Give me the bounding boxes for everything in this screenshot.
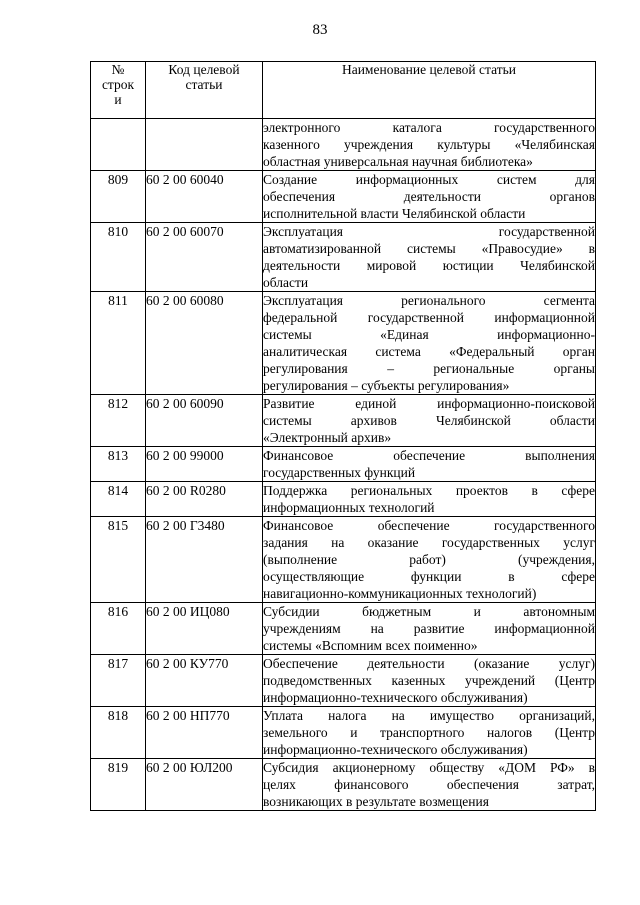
target-name-line: Создание информационных систем для: [263, 172, 595, 187]
target-name-line: Поддержка региональных проектов в сфере: [263, 483, 595, 498]
target-name-line: деятельности мировой юстиции Челябинской: [263, 258, 595, 273]
target-name-line: системы «Вспомним всех поименно»: [263, 638, 478, 653]
table-row: [91, 395, 596, 447]
target-name-line: Субсидии бюджетным и автономным: [263, 604, 595, 619]
target-name-line: задания на оказание государственных услуг: [263, 535, 595, 550]
target-items-table: [90, 61, 596, 811]
target-name-line: осуществляющие функции в сфере: [263, 569, 595, 584]
row-number: 813: [91, 447, 146, 482]
table-header-row: [91, 62, 596, 119]
target-code: 60 2 00 ИЦ080: [146, 603, 263, 655]
target-name-line: системы архивов Челябинской области: [263, 413, 595, 428]
target-name-line: земельного и транспортного налогов (Центр: [263, 725, 595, 740]
target-name-line: информационных технологий: [263, 500, 435, 515]
row-number: [91, 119, 146, 171]
target-name: [263, 759, 596, 811]
target-name: [263, 292, 596, 395]
header-code: [146, 62, 263, 119]
target-name-line: информационно-технического обслуживания): [263, 742, 528, 757]
target-name-line: аналитическая система «Федеральный орган: [263, 344, 595, 359]
row-number: 815: [91, 517, 146, 603]
target-name-line: государственных функций: [263, 465, 416, 480]
header-row-number-line: строк: [101, 77, 135, 92]
row-number: 809: [91, 171, 146, 223]
target-name-line: возникающих в результате возмещения: [263, 794, 489, 809]
target-name: [263, 603, 596, 655]
target-code: [146, 119, 263, 171]
target-code: 60 2 00 60080: [146, 292, 263, 395]
target-name: [263, 171, 596, 223]
table-row: [91, 759, 596, 811]
table-body: [91, 119, 596, 811]
target-name-line: «Электронный архив»: [263, 430, 392, 445]
target-name-line: области: [263, 275, 309, 290]
target-name-line: Эксплуатация регионального сегмента: [263, 293, 595, 308]
table-row: [91, 292, 596, 395]
target-name-line: Финансовое обеспечение государственного: [263, 518, 595, 533]
target-code: 60 2 00 НП770: [146, 707, 263, 759]
table-row: [91, 447, 596, 482]
target-code: 60 2 00 60040: [146, 171, 263, 223]
target-name-line: регулирования – региональные органы: [263, 361, 595, 376]
row-number: 814: [91, 482, 146, 517]
target-name-line: федеральной государственной информационной: [263, 310, 595, 325]
target-name-line: навигационно-коммуникационных технологий): [263, 586, 537, 601]
target-name-line: Обеспечение деятельности (оказание услуг): [263, 656, 595, 671]
table-row: [91, 655, 596, 707]
target-code: 60 2 00 60070: [146, 223, 263, 292]
target-name: [263, 482, 596, 517]
target-name: [263, 447, 596, 482]
target-code: 60 2 00 99000: [146, 447, 263, 482]
row-number: 812: [91, 395, 146, 447]
header-row-number: [91, 62, 146, 119]
target-name: [263, 223, 596, 292]
target-name-line: Субсидия акционерному обществу «ДОМ РФ» в: [263, 760, 595, 775]
target-name: [263, 395, 596, 447]
target-name-line: Финансовое обеспечение выполнения: [263, 448, 595, 463]
target-code: 60 2 00 R0280: [146, 482, 263, 517]
row-number: 817: [91, 655, 146, 707]
target-name-line: казенного учреждения культуры «Челябинская: [263, 137, 595, 152]
header-row-number-line: №: [111, 62, 125, 77]
header-code-line: Код целевой: [168, 62, 240, 77]
header-row-number-line: и: [114, 92, 122, 107]
target-name-line: исполнительной власти Челябинской области: [263, 206, 526, 221]
target-name-line: учреждениям на развитие информационной: [263, 621, 595, 636]
target-code: 60 2 00 Г3480: [146, 517, 263, 603]
header-code-line: статьи: [185, 77, 223, 92]
row-number: 819: [91, 759, 146, 811]
target-name-line: автоматизированной системы «Правосудие» в: [263, 241, 595, 256]
target-name-line: системы «Единая информационно-: [263, 327, 595, 342]
row-number: 810: [91, 223, 146, 292]
target-name-line: (выполнение работ) (учреждения,: [263, 552, 595, 567]
header-name: Наименование целевой статьи: [263, 62, 596, 119]
target-name: [263, 119, 596, 171]
target-name: [263, 517, 596, 603]
page-number: 83: [312, 22, 328, 38]
target-code: 60 2 00 ЮЛ200: [146, 759, 263, 811]
table-row: [91, 171, 596, 223]
target-name-line: целях финансового обеспечения затрат,: [263, 777, 595, 792]
table-row: [91, 223, 596, 292]
row-number: 811: [91, 292, 146, 395]
target-name-line: информационно-технического обслуживания): [263, 690, 528, 705]
table-row: [91, 603, 596, 655]
target-name-line: подведомственных казенных учреждений (Центр: [263, 673, 595, 688]
target-code: 60 2 00 КУ770: [146, 655, 263, 707]
target-code: 60 2 00 60090: [146, 395, 263, 447]
table-row: [91, 482, 596, 517]
target-name-line: электронного каталога государственного: [263, 120, 595, 135]
table-row: [91, 707, 596, 759]
target-name-line: областная универсальная научная библиотека»: [263, 154, 533, 169]
target-name-line: обеспечения деятельности органов: [263, 189, 595, 204]
target-name-line: Развитие единой информационно-поисковой: [263, 396, 595, 411]
target-name-line: регулирования – субъекты регулирования»: [263, 378, 510, 393]
table-row: [91, 119, 596, 171]
target-name: [263, 707, 596, 759]
target-name: [263, 655, 596, 707]
target-name-line: Уплата налога на имущество организаций,: [263, 708, 595, 723]
target-name-line: Эксплуатация государственной: [263, 224, 595, 239]
row-number: 816: [91, 603, 146, 655]
table-row: [91, 517, 596, 603]
row-number: 818: [91, 707, 146, 759]
